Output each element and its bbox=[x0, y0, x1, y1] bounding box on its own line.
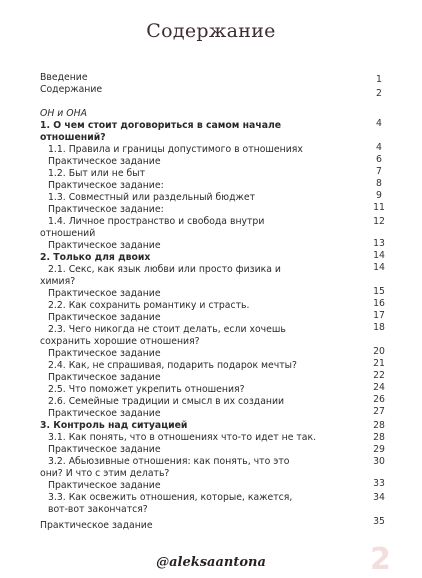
toc-entry-title: Практическое задание bbox=[48, 156, 161, 167]
toc-entry-page: 20 bbox=[373, 346, 385, 357]
toc-entry-title: 3.2. Абьюзивные отношения: как понять, что это bbox=[48, 456, 290, 467]
toc-entry-page: 33 bbox=[373, 478, 385, 489]
toc-entry-title: сохранить хорошие отношения? bbox=[40, 336, 200, 347]
toc-entry-title: отношений? bbox=[40, 132, 106, 143]
toc-entry-title: Практическое задание bbox=[48, 348, 161, 359]
toc-entry-page: 4 bbox=[376, 142, 382, 153]
toc-entry-title: 2. Только для двоих bbox=[40, 252, 151, 263]
toc-entry-title: химия? bbox=[40, 276, 76, 287]
toc-entry-page: 30 bbox=[373, 456, 385, 467]
toc-entry-page: 35 bbox=[373, 516, 385, 527]
toc-entry-page: 15 bbox=[373, 286, 385, 297]
toc-entry-title: Практическое задание: bbox=[48, 204, 164, 215]
toc-entry-page: 21 bbox=[373, 358, 385, 369]
toc-entry-page: 14 bbox=[373, 250, 385, 261]
toc-entry-page: 2 bbox=[376, 88, 382, 99]
toc-entry-title: 1.1. Правила и границы допустимого в отношениях bbox=[48, 144, 303, 155]
toc-entry-title: Практическое задание: bbox=[48, 180, 164, 191]
toc-entry-page: 9 bbox=[376, 190, 382, 201]
toc-entry-title: Практическое задание bbox=[48, 288, 161, 299]
toc-entry-title: 2.5. Что поможет укрепить отношения? bbox=[48, 384, 245, 395]
toc-entry-title: 3. Контроль над ситуацией bbox=[40, 420, 188, 431]
toc-entry-title: ОН и ОНА bbox=[40, 108, 87, 119]
author-handle: @aleksaantona bbox=[156, 555, 266, 570]
toc-entry-page: 6 bbox=[376, 154, 382, 165]
toc-entry-page: 14 bbox=[373, 262, 385, 273]
toc-entry-title: 1. О чем стоит договориться в самом начале bbox=[40, 120, 282, 131]
toc-entry-page: 13 bbox=[373, 238, 385, 249]
toc-entry-title: 2.3. Чего никогда не стоит делать, если хочешь bbox=[48, 324, 286, 335]
toc-entry-page: 16 bbox=[373, 298, 385, 309]
toc-entry-page: 7 bbox=[376, 166, 382, 177]
toc-entry-title: 3.3. Как освежить отношения, которые, кажется, bbox=[48, 492, 293, 503]
toc-entry-title: Введение bbox=[40, 72, 88, 83]
toc-entry-page: 4 bbox=[376, 118, 382, 129]
toc-entry-page: 28 bbox=[373, 432, 385, 443]
toc-entry-page: 12 bbox=[373, 216, 385, 227]
toc-entry-title: Практическое задание bbox=[48, 240, 161, 251]
toc-entry-page: 17 bbox=[373, 310, 385, 321]
toc-entry-title: отношений bbox=[40, 228, 96, 239]
toc-entry-page: 28 bbox=[373, 420, 385, 431]
toc-entry-title: вот-вот закончатся? bbox=[48, 504, 148, 515]
toc-entry-title: 3.1. Как понять, что в отношениях что-то идет не так. bbox=[48, 432, 317, 443]
toc-entry-title: Практическое задание bbox=[48, 408, 161, 419]
toc-entry-title: они? И что с этим делать? bbox=[40, 468, 170, 479]
toc-entry-title: 2.1. Секс, как язык любви или просто физика и bbox=[48, 264, 281, 275]
toc-entry-page: 34 bbox=[373, 492, 385, 503]
toc-entry-page: 27 bbox=[373, 406, 385, 417]
toc-entry-title: Практическое задание bbox=[48, 444, 161, 455]
toc-entry-title: 1.2. Быт или не быт bbox=[48, 168, 146, 179]
toc-entry-page: 22 bbox=[373, 370, 385, 381]
toc-entry-page: 18 bbox=[373, 322, 385, 333]
toc-entry-title: Практическое задание bbox=[48, 480, 161, 491]
toc-entry-title: 2.2. Как сохранить романтику и страсть. bbox=[48, 300, 250, 311]
toc-entry-title: 1.4. Личное пространство и свобода внутри bbox=[48, 216, 265, 227]
toc-entry-title: Практическое задание bbox=[48, 312, 161, 323]
toc-entry-title: 2.6. Семейные традиции и смысл в их создании bbox=[48, 396, 285, 407]
page-number: 2 bbox=[370, 542, 391, 577]
toc-entry-title: Практическое задание bbox=[40, 520, 153, 531]
toc-entry-page: 29 bbox=[373, 444, 385, 455]
toc-entry-page: 24 bbox=[373, 382, 385, 393]
toc-entry-page: 8 bbox=[376, 178, 382, 189]
toc-entry-page: 1 bbox=[376, 74, 382, 85]
toc-entry-page: 11 bbox=[373, 202, 385, 213]
toc-entry-title: 1.3. Совместный или раздельный бюджет bbox=[48, 192, 256, 203]
toc-entry-title: Содержание bbox=[40, 84, 103, 95]
toc-entry-title: Практическое задание bbox=[48, 372, 161, 383]
toc-entry-page: 26 bbox=[373, 394, 385, 405]
toc-entry-title: 2.4. Как, не спрашивая, подарить подарок мечты? bbox=[48, 360, 297, 371]
page-title: Содержание bbox=[146, 20, 276, 42]
